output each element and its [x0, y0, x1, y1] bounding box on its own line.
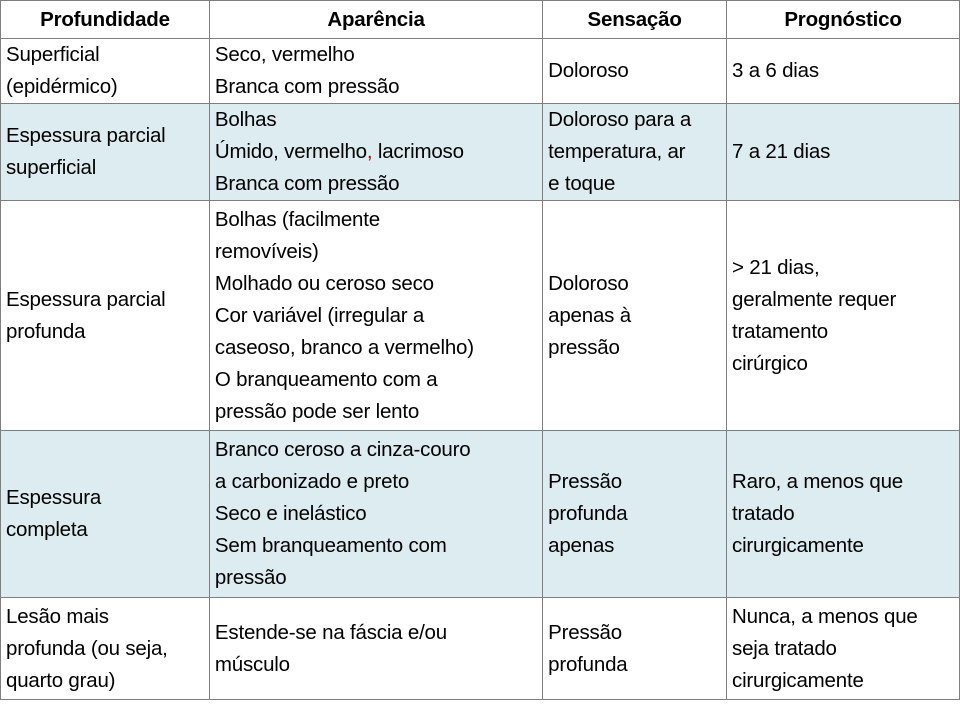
- prognosis-cell: [727, 39, 960, 104]
- cell-line: Seco e inelástico: [214, 502, 367, 525]
- cell-line-highlighted: Úmido, vermelho, lacrimoso: [214, 140, 464, 163]
- depth-cell: [1, 201, 210, 431]
- cell-line: Bolhas (facilmente: [214, 207, 380, 231]
- cell-line: Doloroso: [548, 59, 629, 82]
- appearance-cell: [209, 39, 542, 104]
- cell-line: Sem branqueamento com: [214, 534, 447, 557]
- cell-line: tratamento: [732, 319, 829, 343]
- cell-line: Molhado ou ceroso seco: [214, 271, 434, 295]
- header-depth: Profundidade: [1, 1, 210, 39]
- cell-line: profunda: [6, 319, 86, 343]
- cell-line: Pressão: [548, 470, 622, 493]
- cell-line: 3 a 6 dias: [732, 59, 819, 82]
- cell-line: cirúrgico: [732, 351, 808, 375]
- cell-line: Doloroso: [548, 271, 629, 295]
- sensation-cell: [543, 104, 727, 201]
- cell-line: profunda: [548, 652, 628, 676]
- cell-line: músculo: [214, 652, 290, 676]
- cell-line: Branco ceroso a cinza-couro: [214, 438, 471, 461]
- cell-line: tratado: [732, 502, 795, 525]
- prognosis-cell: [727, 201, 960, 431]
- depth-cell: [1, 104, 210, 201]
- header-row: [1, 1, 960, 39]
- sensation-cell: [543, 39, 727, 104]
- cell-line: cirurgicamente: [732, 534, 864, 557]
- appearance-cell: [209, 598, 542, 700]
- appearance-cell: [209, 201, 542, 431]
- cell-line: removíveis): [214, 239, 319, 263]
- header-prognosis: Prognóstico: [727, 1, 960, 39]
- cell-line: pressão pode ser lento: [214, 399, 420, 423]
- cell-line: caseoso, branco a vermelho): [214, 335, 474, 359]
- cell-line: Superficial: [6, 43, 100, 66]
- cell-line: Seco, vermelho: [214, 43, 355, 66]
- sensation-cell: [543, 201, 727, 431]
- appearance-cell: [209, 104, 542, 201]
- table-row: [1, 104, 960, 201]
- cell-line: e toque: [548, 172, 616, 195]
- cell-line: O branqueamento com a: [214, 367, 438, 391]
- table-row: [1, 431, 960, 598]
- cell-line: Branca com pressão: [214, 172, 400, 195]
- cell-line: Doloroso para a: [548, 108, 692, 131]
- cell-line: Bolhas: [214, 108, 277, 131]
- cell-line: 7 a 21 dias: [732, 140, 831, 163]
- prognosis-cell: [727, 104, 960, 201]
- cell-line: profunda: [548, 502, 628, 525]
- header-appearance: Aparência: [209, 1, 542, 39]
- table-row: [1, 201, 960, 431]
- cell-line: Espessura: [6, 486, 102, 509]
- cell-line: superficial: [6, 156, 97, 179]
- cell-line: Lesão mais: [6, 604, 109, 628]
- cell-line: Estende-se na fáscia e/ou: [214, 620, 447, 644]
- prognosis-cell: [727, 431, 960, 598]
- cell-line: (epidérmico): [6, 75, 118, 98]
- cell-line: a carbonizado e preto: [214, 470, 410, 493]
- cell-line: geralmente requer: [732, 287, 897, 311]
- cell-line: Nunca, a menos que: [732, 604, 918, 628]
- cell-line: Espessura parcial: [6, 124, 166, 147]
- cell-line: seja tratado: [732, 636, 837, 660]
- sensation-cell: [543, 431, 727, 598]
- cell-line: Branca com pressão: [214, 75, 400, 98]
- cell-line: profunda (ou seja,: [6, 636, 168, 660]
- cell-line: quarto grau): [6, 668, 116, 692]
- cell-line: Raro, a menos que: [732, 470, 903, 493]
- sensation-cell: [543, 598, 727, 700]
- table-row: [1, 598, 960, 700]
- prognosis-cell: [727, 598, 960, 700]
- cell-line: pressão: [548, 335, 620, 359]
- depth-cell: [1, 598, 210, 700]
- header-sensation: Sensação: [543, 1, 727, 39]
- cell-line: cirurgicamente: [732, 668, 864, 692]
- cell-line: pressão: [214, 566, 287, 589]
- cell-line: apenas: [548, 534, 615, 557]
- depth-cell: [1, 39, 210, 104]
- highlighted-comma: ,: [366, 140, 373, 163]
- appearance-cell: [209, 431, 542, 598]
- table-row: [1, 39, 960, 104]
- cell-line: completa: [6, 518, 88, 541]
- cell-line: temperatura, ar: [548, 140, 686, 163]
- cell-line: Cor variável (irregular a: [214, 303, 425, 327]
- cell-line: Pressão: [548, 620, 622, 644]
- cell-line: apenas à: [548, 303, 631, 327]
- cell-line: Espessura parcial: [6, 287, 166, 311]
- depth-cell: [1, 431, 210, 598]
- cell-line: > 21 dias,: [732, 255, 820, 279]
